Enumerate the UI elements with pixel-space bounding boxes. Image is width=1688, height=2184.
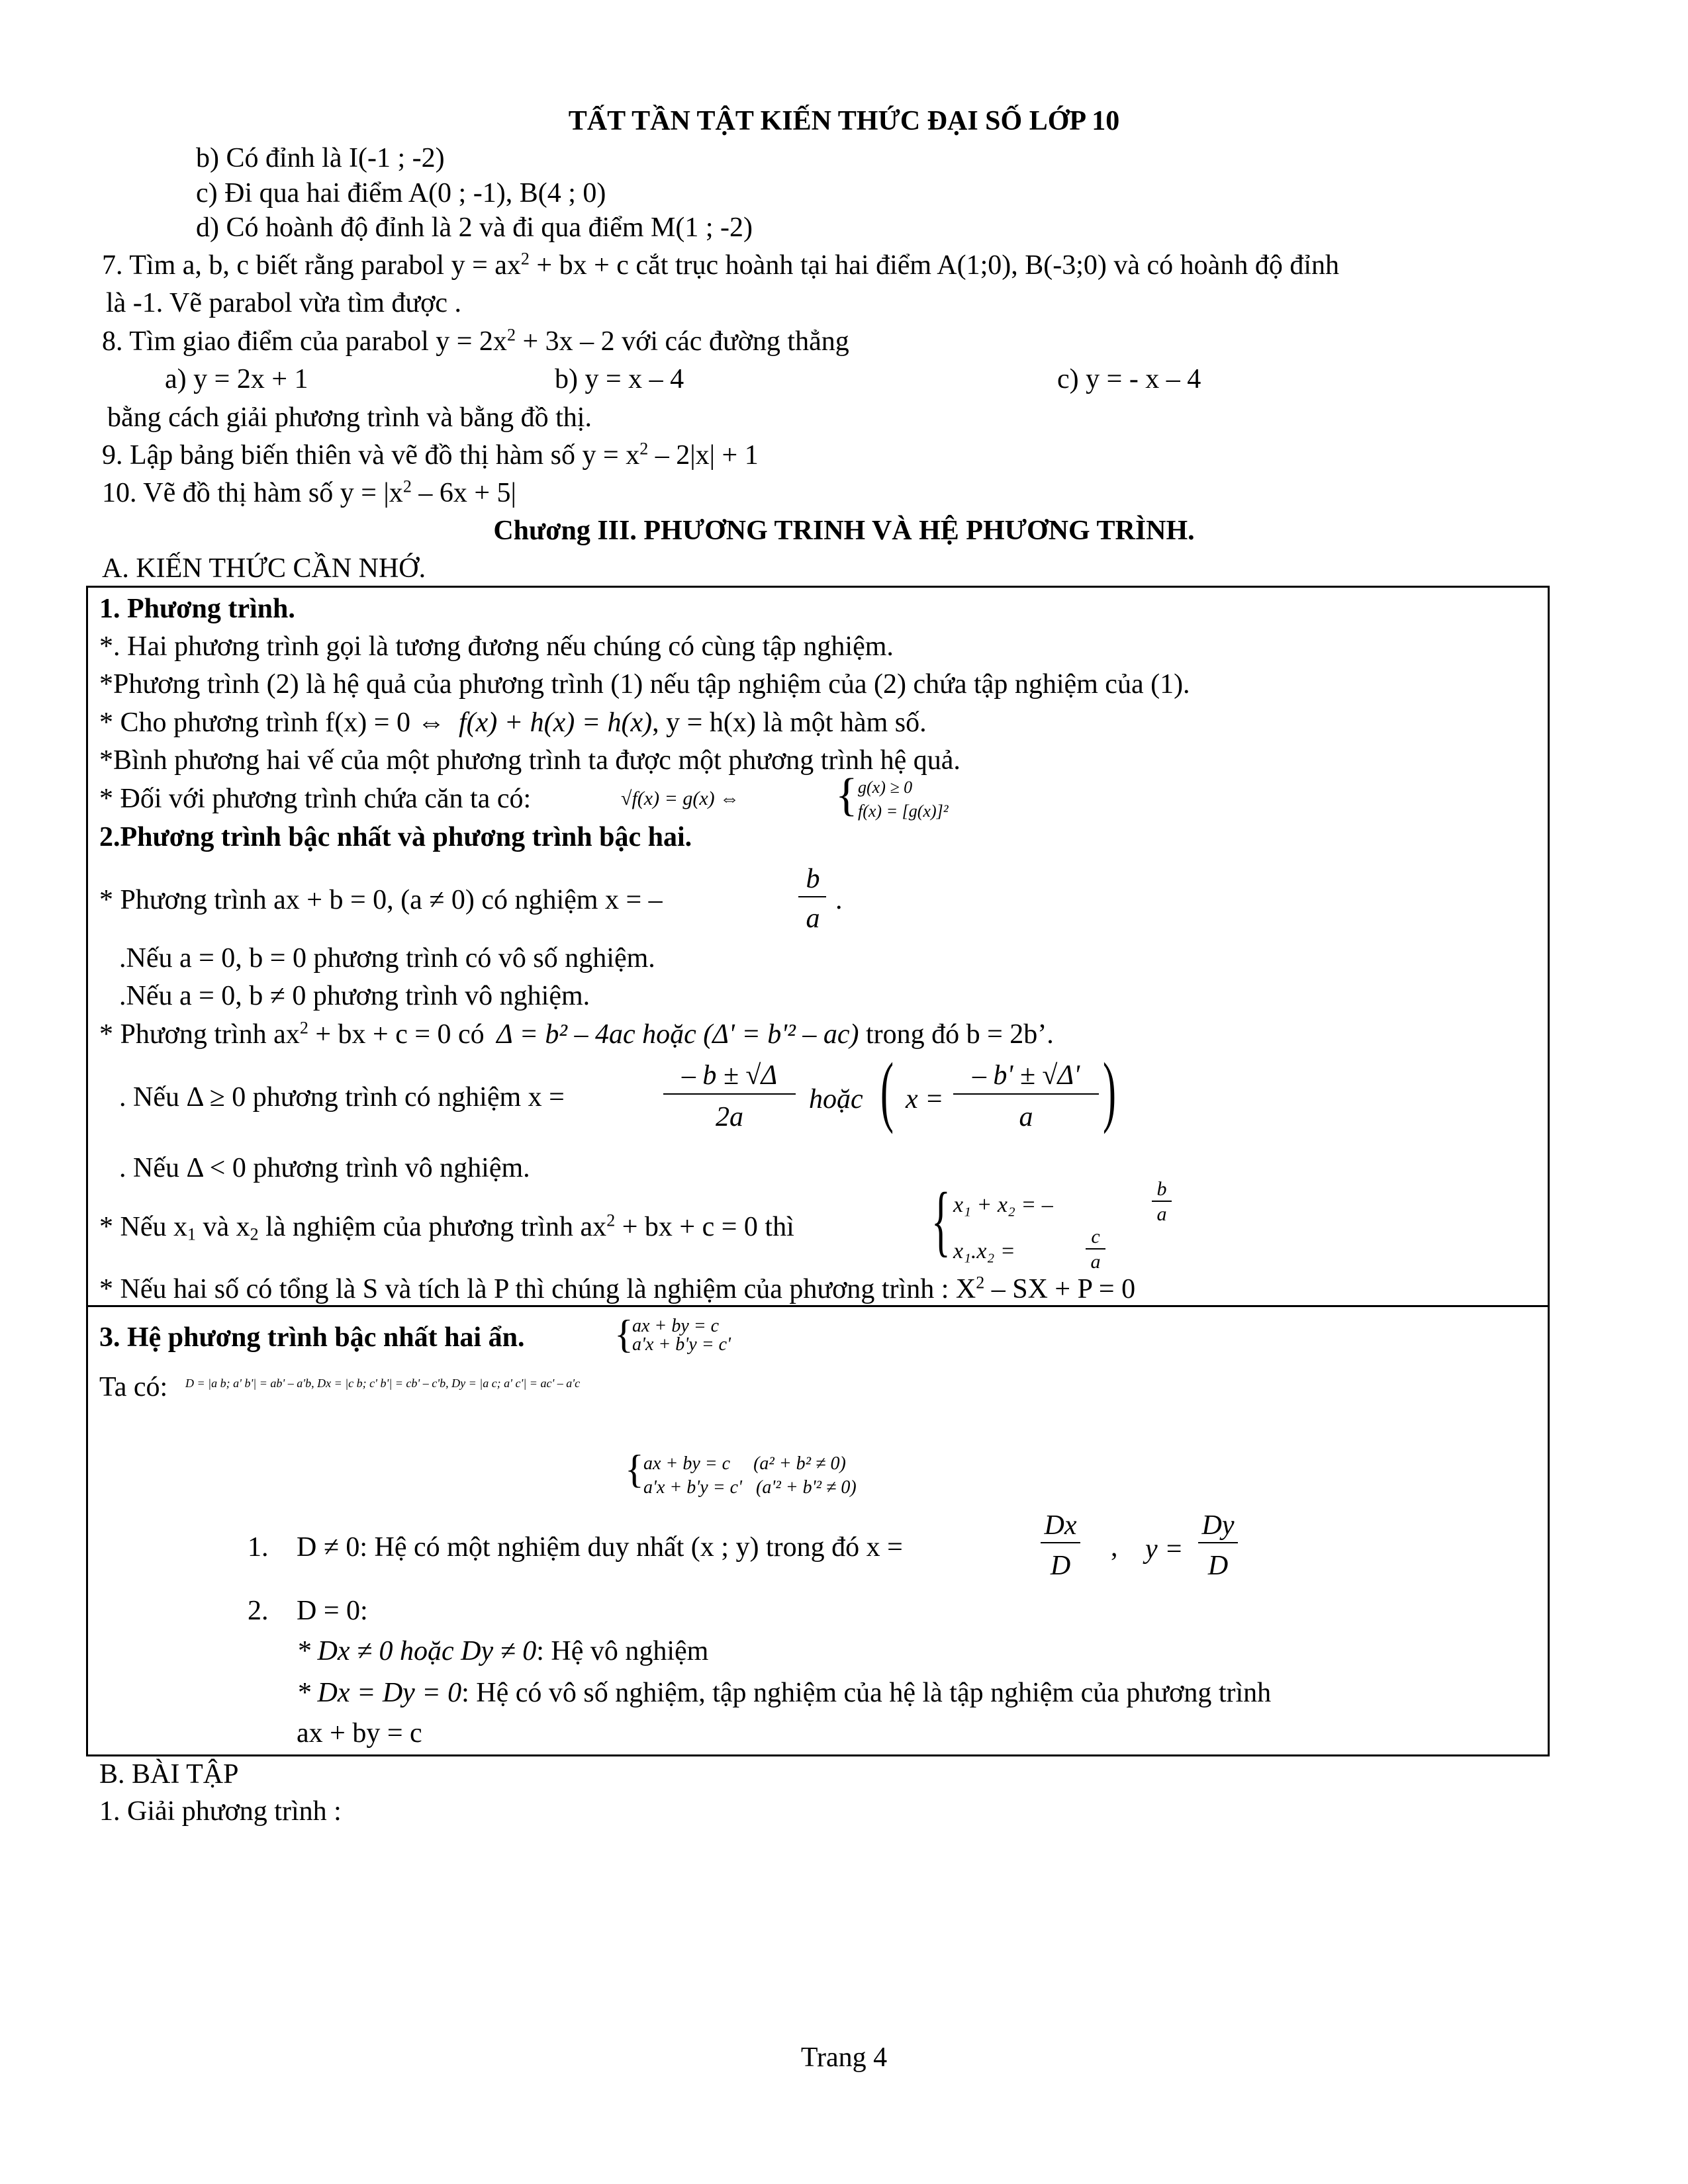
- ta-co-label: Ta có:: [99, 1372, 168, 1402]
- chapter-title: Chương III. PHƯƠNG TRINH VÀ HỆ PHƯƠNG TRÌNH.: [493, 516, 1195, 546]
- case-1-text: D ≠ 0: Hệ có một nghiệm duy nhất (x ; y) trong đó x =: [297, 1532, 903, 1563]
- radical-equation: √f(x) = g(x) ⇔: [621, 788, 740, 809]
- vieta-product-numerator: c: [1091, 1226, 1100, 1248]
- dx-numerator: Dx: [1044, 1510, 1077, 1541]
- period: .: [835, 885, 843, 915]
- exercise-item-c: c) Đi qua hai điểm A(0 ; -1), B(4 ; 0): [196, 178, 606, 208]
- fraction-bar: [1198, 1542, 1238, 1543]
- brace-symbol: {: [835, 770, 858, 821]
- vieta-sum: x₁ + x₂ = –: [953, 1193, 1053, 1217]
- paren-open: (: [880, 1046, 894, 1134]
- root-formula-denominator: 2a: [716, 1102, 743, 1132]
- exercise-7-line2: là -1. Vẽ parabol vừa tìm được .: [106, 288, 461, 318]
- discriminant-nonnegative-text: . Nếu Δ ≥ 0 phương trình có nghiệm x =: [119, 1082, 565, 1113]
- fraction-bar: [1041, 1542, 1080, 1543]
- discriminant-negative-text: . Nếu Δ < 0 phương trình vô nghiệm.: [119, 1153, 530, 1183]
- determinants-formula: D = |a b; a' b'| = ab' – a'b, Dx = |c b; c' b'| = cb' – c'b, Dy = |a c; a' c'| = ac' – a'c: [185, 1377, 581, 1390]
- sum-product-text: * Nếu hai số có tổng là S và tích là P thì chúng là nghiệm của phương trình : $X^2$ – SX + P = 0: [99, 1273, 1136, 1304]
- vieta-product: x₁.x₂ =: [953, 1239, 1015, 1263]
- exercise-8-option-a: a) y = 2x + 1: [165, 364, 308, 394]
- condition-squared: f(x) = [g(x)]²: [858, 801, 949, 821]
- brace-symbol: {: [614, 1312, 633, 1356]
- heading-he-phuong-trinh: 3. Hệ phương trình bậc nhất hai ẩn.: [99, 1322, 525, 1353]
- condition-g-nonnegative: g(x) ≥ 0: [858, 778, 913, 797]
- x-equals: x =: [906, 1084, 944, 1115]
- brace-symbol: {: [931, 1176, 951, 1264]
- case-2-no-solution: * Dx ≠ 0 hoặc Dy ≠ 0: Hệ vô nghiệm: [297, 1636, 709, 1666]
- vieta-sum-numerator: b: [1156, 1178, 1167, 1200]
- box1-line-5: * Đối với phương trình chứa căn ta có:: [99, 784, 532, 814]
- fraction-denominator-a: a: [806, 903, 820, 934]
- exercise-8-option-b: b) y = x – 4: [555, 364, 684, 394]
- exercise-item-d: d) Có hoành độ đỉnh là 2 và đi qua điểm M(1 ; -2): [196, 212, 753, 243]
- dy-denominator: D: [1207, 1551, 1229, 1581]
- case-no-solution: .Nếu a = 0, b ≠ 0 phương trình vô nghiệm.: [119, 981, 590, 1011]
- fraction-numerator-b: b: [806, 864, 820, 894]
- box1-line-3: * Cho phương trình f(x) = 0 ⇔ f(x) + h(x) = h(x), y = h(x) là một hàm số.: [99, 707, 927, 738]
- exercise-1: 1. Giải phương trình :: [99, 1796, 342, 1827]
- case-infinite-solutions: .Nếu a = 0, b = 0 phương trình có vô số nghiệm.: [119, 943, 655, 974]
- quadratic-equation-line: * Phương trình $ax^2$ + bx + c = 0 có Δ = b² – 4ac hoặc (Δ' = b'² – ac) trong đó b = 2b’.: [99, 1018, 1054, 1050]
- reduced-formula-denominator: a: [1019, 1102, 1033, 1132]
- case-1-number: 1.: [248, 1532, 269, 1563]
- dy-numerator: Dy: [1201, 1510, 1235, 1541]
- exercise-10: 10. Vẽ đồ thị hàm số $y = |x^2 - 6x + 5|$: [102, 477, 516, 508]
- case-2-text: D = 0:: [297, 1596, 368, 1626]
- heading-phuong-trinh-bac-nhat-bac-hai: 2.Phương trình bậc nhất và phương trình bậc hai.: [99, 822, 692, 852]
- system-with-condition-2: a'x + b'y = c' (a'² + b'² ≠ 0): [643, 1477, 857, 1498]
- brace-symbol: {: [625, 1447, 644, 1491]
- section-b-title: B. BÀI TẬP: [99, 1759, 239, 1790]
- case-2-number: 2.: [248, 1596, 269, 1626]
- box1-line-4: *Bình phương hai vế của một phương trình ta được một phương trình hệ quả.: [99, 745, 961, 776]
- fraction-bar: [663, 1093, 796, 1095]
- system-equation-1: ax + by = c: [632, 1316, 720, 1336]
- section-a-title: A. KIẾN THỨC CẦN NHỚ.: [102, 553, 426, 584]
- fraction-bar: [953, 1093, 1099, 1095]
- exercise-8-line3: bằng cách giải phương trình và bằng đồ thị.: [107, 402, 592, 433]
- box1-line-1: *. Hai phương trình gọi là tương đương nếu chúng có cùng tập nghiệm.: [99, 631, 894, 662]
- root-formula-numerator: – b ± √Δ: [681, 1060, 778, 1091]
- box1-line-2: *Phương trình (2) là hệ quả của phương trình (1) nếu tập nghiệm của (2) chứa tập nghiệm của (1).: [99, 669, 1190, 700]
- system-equation-2: a'x + b'y = c': [632, 1334, 731, 1355]
- vieta-sum-denominator: a: [1156, 1203, 1167, 1225]
- vieta-product-denominator: a: [1090, 1251, 1101, 1273]
- linear-equation-text: * Phương trình ax + b = 0, (a ≠ 0) có nghiệm x = –: [99, 885, 663, 915]
- exercise-8: 8. Tìm giao điểm của parabol $y = 2x^2 + 3x - 2$ với các đường thẳng: [102, 325, 849, 357]
- fraction-bar: [798, 896, 826, 897]
- case-2-equation: ax + by = c: [297, 1718, 422, 1749]
- y-equals: y =: [1145, 1534, 1184, 1565]
- dx-denominator: D: [1050, 1551, 1071, 1581]
- comma-separator: ,: [1111, 1532, 1118, 1563]
- fraction-bar: [1086, 1248, 1105, 1250]
- case-2-infinite-solutions: * Dx = Dy = 0: Hệ có vô số nghiệm, tập nghiệm của hệ là tập nghiệm của phương trình: [297, 1678, 1272, 1708]
- fraction-bar: [1152, 1201, 1172, 1202]
- reduced-formula-numerator: – b' ± √Δ': [972, 1060, 1080, 1091]
- exercise-8-option-c: c) y = - x – 4: [1057, 364, 1201, 394]
- or-keyword: hoặc: [809, 1084, 863, 1115]
- heading-phuong-trinh: 1. Phương trình.: [99, 594, 295, 624]
- system-with-condition-1: ax + by = c (a² + b² ≠ 0): [643, 1453, 846, 1474]
- paren-close: ): [1103, 1046, 1116, 1134]
- vieta-theorem-text: * Nếu $x_1$ và $x_2$ là nghiệm của phương trình $ax^2$ + bx + c = 0 thì: [99, 1210, 794, 1244]
- page-number: Trang 4: [800, 2042, 888, 2073]
- exercise-7: 7. Tìm a, b, c biết rằng parabol $y = ax^2$ + bx + c cắt trục hoành tại hai điểm A(1;0), B(-3;0) và có hoành độ đỉnh: [102, 249, 1339, 281]
- exercise-9: 9. Lập bảng biến thiên và vẽ đồ thị hàm số $y = x^2 - 2|x| + 1$: [102, 439, 759, 471]
- exercise-item-b: b) Có đỉnh là I(-1 ; -2): [196, 143, 445, 173]
- page-title: TẤT TẦN TẬT KIẾN THỨC ĐẠI SỐ LỚP 10: [568, 106, 1120, 136]
